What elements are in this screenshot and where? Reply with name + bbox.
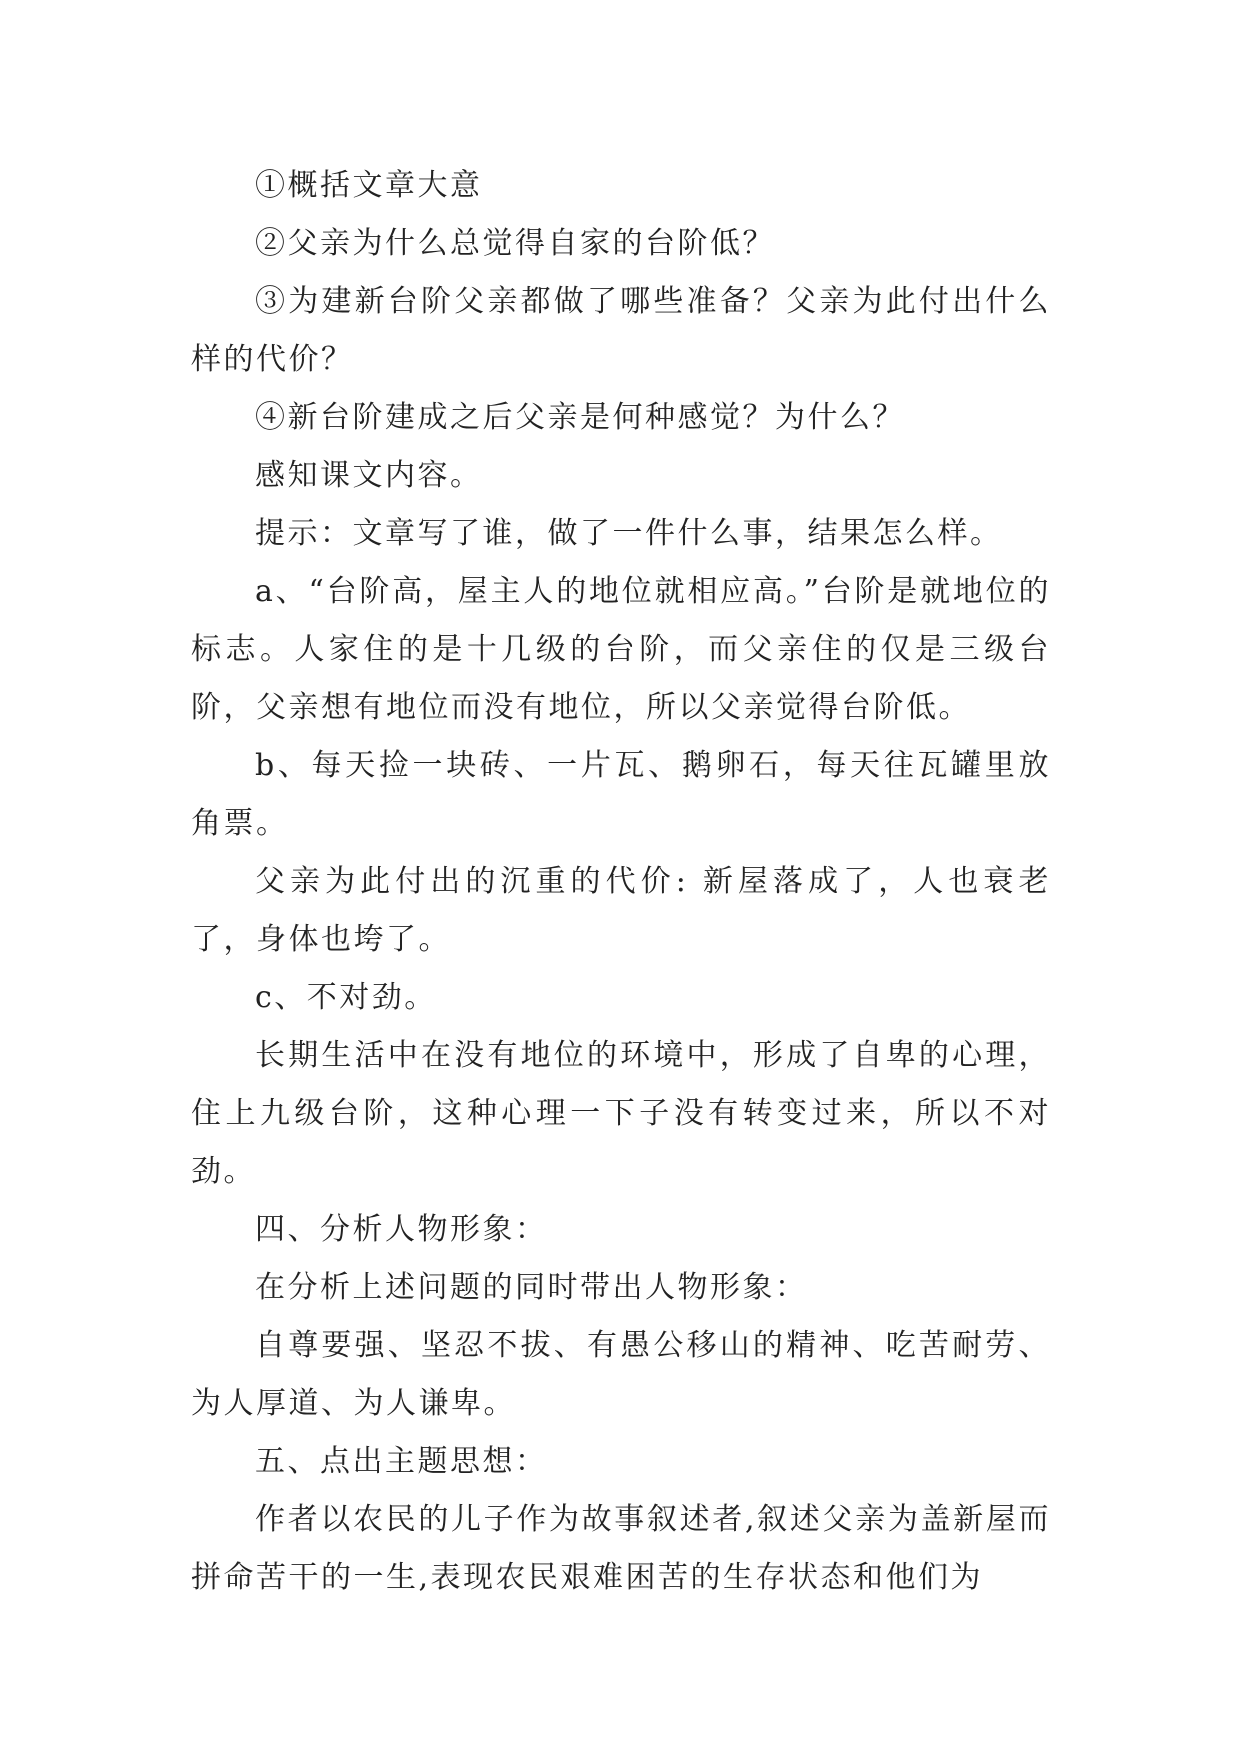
heading-character-analysis: 四、分析人物形象： <box>255 1212 548 1247</box>
paragraph-question-3: ③为建新台阶父亲都做了哪些准备？父亲为此付出什么样的代价？ <box>191 284 1051 377</box>
heading-theme: 五、点出主题思想： <box>255 1444 548 1479</box>
paragraph-character-intro: 在分析上述问题的同时带出人物形象： <box>255 1270 808 1305</box>
paragraph-cost: 父亲为此付出的沉重的代价: 新屋落成了，人也衰老了，身体也垮了。 <box>191 864 1051 957</box>
paragraph-question-2: ②父亲为什么总觉得自家的台阶低？ <box>255 226 775 261</box>
paragraph-perceive-content: 感知课文内容。 <box>255 458 483 493</box>
paragraph-hint: 提示：文章写了谁，做了一件什么事，结果怎么样。 <box>255 516 1003 551</box>
paragraph-reason: 长期生活中在没有地位的环境中，形成了自卑的心理，住上九级台阶，这种心理一下子没有转变过来，所以不对劲。 <box>191 1038 1051 1189</box>
paragraph-answer-b: b、每天捡一块砖、一片瓦、鹅卵石，每天往瓦罐里放角票。 <box>191 748 1051 841</box>
paragraph-question-4: ④新台阶建成之后父亲是何种感觉？为什么？ <box>255 400 905 435</box>
paragraph-question-1: ①概括文章大意 <box>255 168 483 203</box>
paragraph-theme: 作者以农民的儿子作为故事叙述者,叙述父亲为盖新屋而拼命苦干的一生,表现农民艰难困苦的生存状态和他们为 <box>191 1502 1051 1595</box>
document-body <box>191 157 1051 1607</box>
paragraph-answer-a: a、“台阶高，屋主人的地位就相应高。”台阶是就地位的标志。人家住的是十几级的台阶，而父亲住的仅是三级台阶，父亲想有地位而没有地位，所以父亲觉得台阶低。 <box>191 574 1051 725</box>
paragraph-answer-c: c、不对劲。 <box>255 980 437 1015</box>
paragraph-character-traits: 自尊要强、坚忍不拔、有愚公移山的精神、吃苦耐劳、为人厚道、为人谦卑。 <box>191 1328 1051 1421</box>
